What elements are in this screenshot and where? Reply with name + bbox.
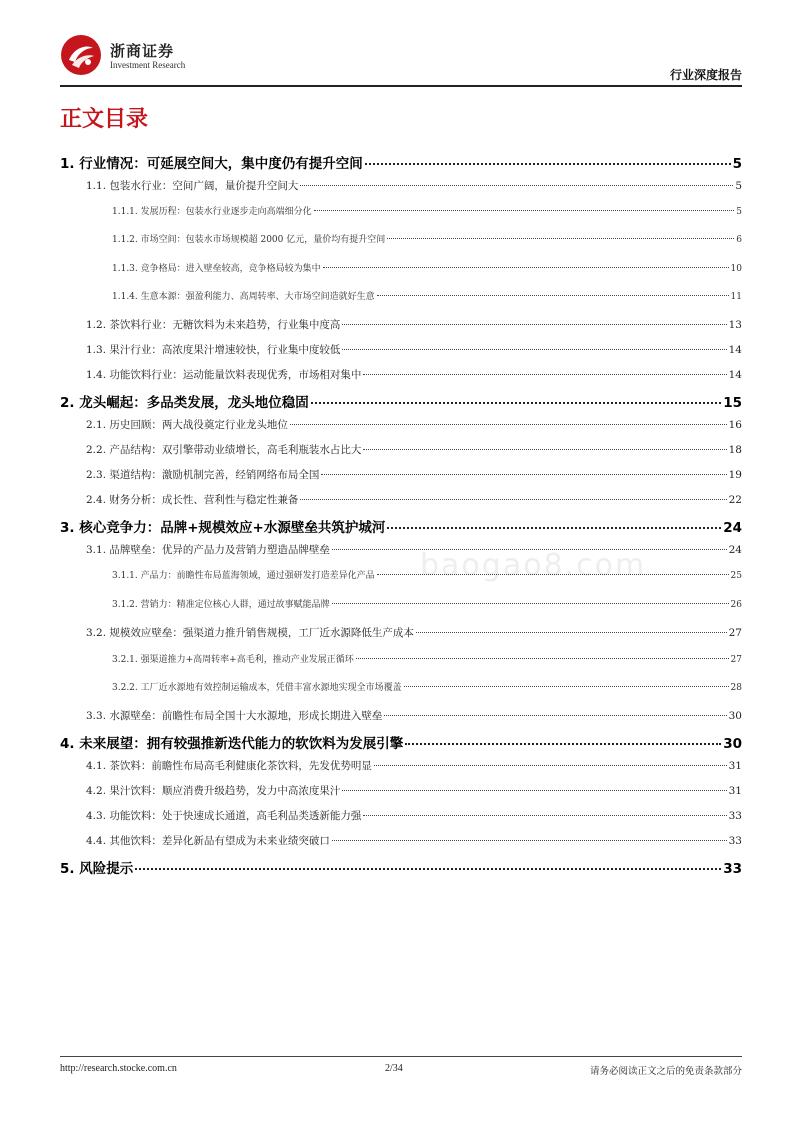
dot-leader bbox=[363, 374, 726, 375]
toc-entry-label: 3.1.1. 产品力：前瞻性布局蓝海领域，通过强研发打造差异化产品 bbox=[112, 571, 375, 581]
dot-leader bbox=[404, 686, 729, 687]
dot-leader bbox=[342, 324, 726, 325]
report-type-label: 行业深度报告 bbox=[669, 68, 742, 82]
toc-entry[interactable] bbox=[86, 833, 742, 848]
toc-entry-label: 1.3. 果汁行业：高浓度果汁增速较快，行业集中度较低 bbox=[86, 344, 341, 356]
toc-entry-label: 2.1. 历史回顾：两大战役奠定行业龙头地位 bbox=[86, 419, 288, 431]
dot-leader bbox=[332, 603, 729, 604]
toc-entry-page: 25 bbox=[730, 571, 742, 581]
toc-entry-label: 4.2. 果汁饮料：顺应消费升级趋势，发力中高浓度果汁 bbox=[86, 785, 341, 797]
toc-entry[interactable] bbox=[86, 542, 742, 557]
toc-entry-page: 24 bbox=[728, 544, 742, 556]
toc-entry[interactable] bbox=[86, 317, 742, 332]
dot-leader bbox=[377, 295, 729, 296]
toc-entry[interactable] bbox=[112, 597, 742, 610]
toc-entry-label: 1.1.1. 发展历程：包装水行业逐步走向高端细分化 bbox=[112, 207, 312, 217]
dot-leader bbox=[321, 474, 726, 475]
toc-entry-label: 1.4. 功能饮料行业：运动能量饮料表现优秀，市场相对集中 bbox=[86, 369, 362, 381]
toc-entry-label: 3.2.1. 强渠道推力+高周转率+高毛利，推动产业发展正循环 bbox=[112, 655, 354, 665]
toc-entry-page: 30 bbox=[723, 736, 742, 752]
watermark: baogao8.com bbox=[420, 548, 647, 583]
dot-leader bbox=[314, 210, 735, 211]
page-header bbox=[60, 32, 742, 84]
toc-entry-page: 31 bbox=[728, 760, 742, 772]
toc-entry[interactable] bbox=[86, 417, 742, 432]
toc-entry-label: 3.1. 品牌壁垒：优异的产品力及营销力塑造品牌壁垒 bbox=[86, 544, 330, 556]
toc-entry-label: 3.1.2. 营销力：精准定位核心人群，通过故事赋能品牌 bbox=[112, 600, 330, 610]
toc-entry[interactable] bbox=[86, 708, 742, 723]
dot-leader bbox=[135, 868, 721, 870]
toc-entry[interactable] bbox=[112, 232, 742, 245]
dot-leader bbox=[387, 527, 721, 529]
dot-leader bbox=[323, 267, 729, 268]
toc-entry-page: 30 bbox=[728, 710, 742, 722]
toc-entry-label: 5. 风险提示 bbox=[60, 861, 134, 877]
dot-leader bbox=[342, 349, 726, 350]
toc-entry[interactable] bbox=[86, 783, 742, 798]
toc-entry-label: 1.1.3. 竞争格局：进入壁垒较高，竞争格局较为集中 bbox=[112, 264, 321, 274]
toc-entry-label: 4.3. 功能饮料：处于快速成长通道，高毛利品类透新能力强 bbox=[86, 810, 362, 822]
dot-leader bbox=[332, 549, 727, 550]
toc-entry-page: 14 bbox=[728, 369, 742, 381]
toc-entry-label: 3.2. 规模效应壁垒：强渠道力推升销售规模，工厂近水源降低生产成本 bbox=[86, 627, 414, 639]
toc-entry-page: 33 bbox=[723, 861, 742, 877]
toc-entry-page: 27 bbox=[728, 627, 742, 639]
toc-entry-label: 4.4. 其他饮料：差异化新品有望成为未来业绩突破口 bbox=[86, 835, 330, 847]
toc-entry[interactable] bbox=[112, 261, 742, 274]
toc-entry-page: 24 bbox=[723, 520, 742, 536]
dot-leader bbox=[377, 574, 729, 575]
dot-leader bbox=[387, 238, 734, 239]
dot-leader bbox=[290, 424, 727, 425]
toc-entry-page: 16 bbox=[728, 419, 742, 431]
toc-entry-page: 15 bbox=[723, 395, 742, 411]
dot-leader bbox=[300, 499, 726, 500]
toc-entry-label: 1.1.4. 生意本源：强盈利能力、高周转率、大市场空间造就好生意 bbox=[112, 292, 375, 302]
dot-leader bbox=[405, 743, 721, 745]
brand-subtitle: Investment Research bbox=[110, 60, 186, 70]
toc-entry-page: 28 bbox=[730, 683, 742, 693]
toc-entry[interactable] bbox=[60, 391, 742, 411]
toc-entry-page: 31 bbox=[728, 785, 742, 797]
dot-leader bbox=[384, 715, 726, 716]
toc-entry[interactable] bbox=[86, 367, 742, 382]
toc-entry-page: 18 bbox=[728, 444, 742, 456]
header-divider bbox=[60, 85, 742, 87]
dot-leader bbox=[300, 185, 733, 186]
toc-entry[interactable] bbox=[86, 467, 742, 482]
page-title: 正文目录 bbox=[60, 107, 149, 132]
brand-name: 浙商证券 bbox=[110, 42, 175, 60]
toc-entry[interactable] bbox=[60, 152, 742, 172]
toc-entry[interactable] bbox=[112, 652, 742, 665]
toc-entry[interactable] bbox=[86, 758, 742, 773]
toc-entry-page: 14 bbox=[728, 344, 742, 356]
toc-entry[interactable] bbox=[112, 568, 742, 581]
toc-entry[interactable] bbox=[86, 625, 742, 640]
toc-entry-label: 1.1. 包装水行业：空间广阔，量价提升空间大 bbox=[86, 180, 299, 192]
toc-entry-page: 5 bbox=[732, 156, 742, 172]
disclaimer-note: 请务必阅读正文之后的免责条款部分 bbox=[589, 1066, 742, 1077]
footer-website-link[interactable]: http://research.stocke.com.cn bbox=[60, 1063, 177, 1074]
toc-entry[interactable] bbox=[60, 857, 742, 877]
dot-leader bbox=[356, 658, 729, 659]
footer-divider bbox=[60, 1056, 742, 1057]
toc-entry-page: 26 bbox=[730, 600, 742, 610]
dot-leader bbox=[332, 840, 727, 841]
toc-entry-page: 33 bbox=[728, 835, 742, 847]
dot-leader bbox=[363, 449, 726, 450]
toc-entry[interactable] bbox=[86, 342, 742, 357]
toc-entry[interactable] bbox=[86, 808, 742, 823]
toc-entry-page: 22 bbox=[728, 494, 742, 506]
toc-entry-page: 13 bbox=[728, 319, 742, 331]
toc-entry-label: 2.2. 产品结构：双引擎带动业绩增长，高毛利瓶装水占比大 bbox=[86, 444, 362, 456]
toc-entry-page: 27 bbox=[730, 655, 742, 665]
toc-entry[interactable] bbox=[60, 516, 742, 536]
toc-entry-label: 4. 未来展望：拥有较强推新迭代能力的软饮料为发展引擎 bbox=[60, 736, 404, 752]
toc-entry[interactable] bbox=[86, 442, 742, 457]
toc-entry-page: 5 bbox=[735, 180, 742, 192]
toc-entry[interactable] bbox=[112, 204, 742, 217]
dot-leader bbox=[374, 765, 727, 766]
toc-entry[interactable] bbox=[112, 680, 742, 693]
toc-entry-label: 2.4. 财务分析：成长性、营利性与稳定性兼备 bbox=[86, 494, 299, 506]
toc-entry[interactable] bbox=[86, 178, 742, 193]
toc-entry-page: 10 bbox=[730, 264, 742, 274]
toc-entry-label: 3.2.2. 工厂近水源地有效控制运输成本，凭借丰富水源地实现全市场覆盖 bbox=[112, 683, 402, 693]
toc-entry-label: 2.3. 渠道结构：激励机制完善，经销网络布局全国 bbox=[86, 469, 320, 481]
toc-entry-page: 33 bbox=[728, 810, 742, 822]
toc-entry-page: 6 bbox=[736, 235, 742, 245]
dot-leader bbox=[365, 163, 731, 165]
toc-entry[interactable] bbox=[112, 289, 742, 302]
toc-entry-label: 1. 行业情况：可延展空间大，集中度仍有提升空间 bbox=[60, 156, 363, 172]
toc-entry-label: 3. 核心竞争力：品牌+规模效应+水源壁垒共筑护城河 bbox=[60, 520, 386, 536]
toc-entry[interactable] bbox=[60, 732, 742, 752]
toc-entry-page: 19 bbox=[728, 469, 742, 481]
toc-entry-page: 11 bbox=[730, 292, 742, 302]
toc-entry[interactable] bbox=[86, 492, 742, 507]
toc-entry-page: 5 bbox=[736, 207, 742, 217]
dot-leader bbox=[363, 815, 726, 816]
toc-entry-label: 4.1. 茶饮料：前瞻性布局高毛利健康化茶饮料，先发优势明显 bbox=[86, 760, 372, 772]
toc-entry-label: 3.3. 水源壁垒：前瞻性布局全国十大水源地，形成长期进入壁垒 bbox=[86, 710, 383, 722]
dot-leader bbox=[311, 402, 721, 404]
dot-leader bbox=[342, 790, 726, 791]
dot-leader bbox=[416, 632, 727, 633]
page-number: 2/34 bbox=[385, 1063, 403, 1074]
toc-entry-label: 2. 龙头崛起：多品类发展，龙头地位稳固 bbox=[60, 395, 309, 411]
company-logo-icon bbox=[60, 34, 102, 76]
toc-entry-label: 1.1.2. 市场空间：包装水市场规模超 2000 亿元，量价均有提升空间 bbox=[112, 235, 386, 245]
toc-entry-label: 1.2. 茶饮料行业：无糖饮料为未来趋势，行业集中度高 bbox=[86, 319, 341, 331]
